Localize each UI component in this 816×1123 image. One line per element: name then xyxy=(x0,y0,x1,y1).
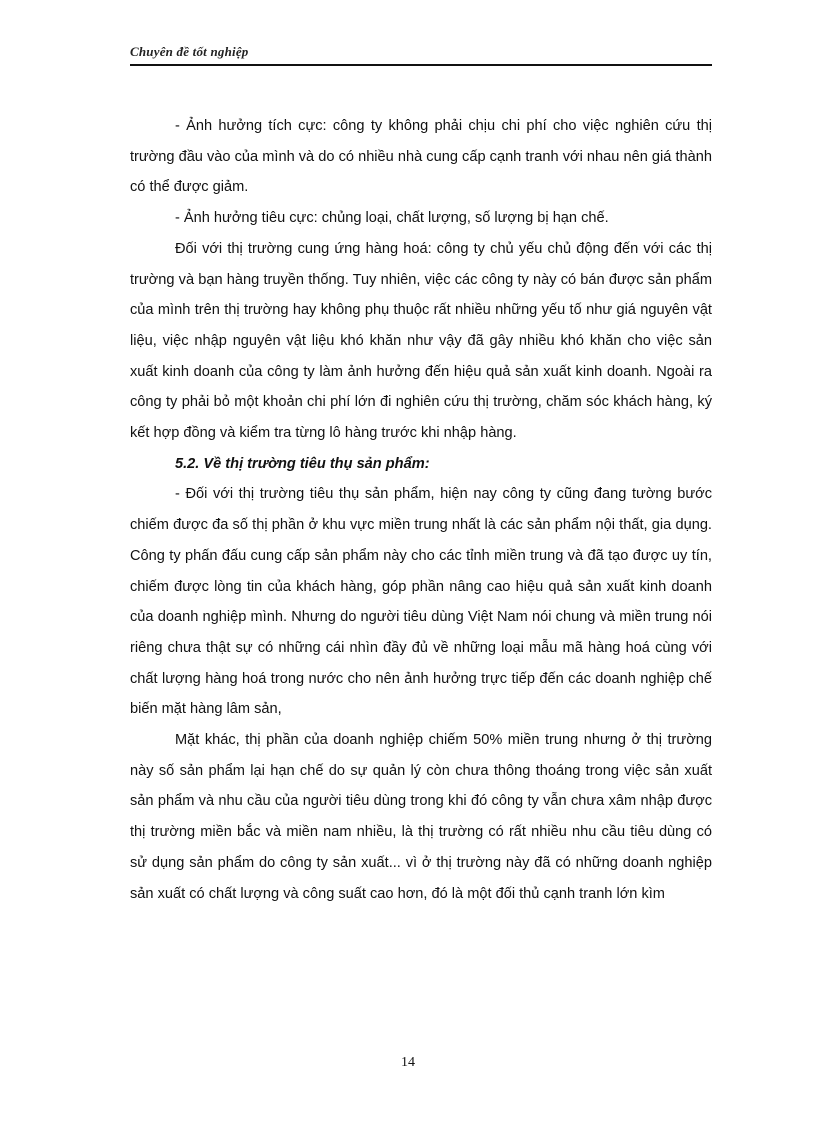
paragraph-negative-impact: - Ảnh hưởng tiêu cực: chủng loại, chất lượng, số lượng bị hạn chế. xyxy=(175,210,609,227)
paragraph-positive-impact: - Ảnh hưởng tích cực: công ty không phải chịu chi phí cho việc nghiên cứu thị trường đầu vào của mình và do có nhiều nhà cung cấp cạnh tranh với nhau nên giá thành có thể được giảm. xyxy=(130,118,712,196)
header-rule xyxy=(130,64,712,66)
page-header xyxy=(130,44,712,66)
paragraph-market-share: Mặt khác, thị phần của doanh nghiệp chiếm 50% miền trung nhưng ở thị trường này số sản phẩm lại hạn chế do sự quản lý còn chưa thông thoáng trong việc sản xuất sản phẩm và nhu cầu của người tiêu dùng trong khi đó công ty vẫn chưa xâm nhập được thị trường miền bắc và miền nam nhiều, là thị trường có rất nhiều nhu cầu tiêu dùng có sử dụng sản phẩm do công ty sản xuất... vì ở thị trường này đã có những doanh nghiệp sản xuất có chất lượng và công suất cao hơn, đó là một đối thủ cạnh tranh lớn kìm xyxy=(130,732,712,902)
paragraph-consumption-market: - Đối với thị trường tiêu thụ sản phẩm, hiện nay công ty cũng đang tường bước chiếm được đa số thị phần ở khu vực miền trung nhất là các sản phẩm nội thất, gia dụng. Công ty phấn đấu cung cấp sản phẩm này cho các tỉnh miền trung và đã tạo được uy tín, chiếm được lòng tin của khách hàng, góp phần nâng cao hiệu quả sản xuất kinh doanh của doanh nghiệp mình. Nhưng do người tiêu dùng Việt Nam nói chung và miền trung nói riêng chưa thật sự có những cái nhìn đầy đủ về những loại mẫu mã hàng hoá cùng với chất lượng hàng hoá trong nước cho nên ảnh hưởng trực tiếp đến các doanh nghiệp chế biến mặt hàng lâm sản, xyxy=(130,486,712,718)
section-heading: 5.2. Về thị trường tiêu thụ sản phẩm: xyxy=(175,455,430,472)
page-number: 14 xyxy=(401,1055,415,1070)
document-body xyxy=(130,111,712,909)
paragraph-supply-market: Đối với thị trường cung ứng hàng hoá: công ty chủ yếu chủ động đến với các thị trường và bạn hàng truyền thống. Tuy nhiên, việc các công ty này có bán được sản phẩm của mình trên thị trường hay không phụ thuộc rất nhiều những yếu tố như giá nguyên vật liệu, việc nhập nguyên vật liệu khó khăn như vậy đã gây nhiều khó khăn cho việc sản xuất kinh doanh của công ty làm ảnh hưởng đến hiệu quả sản xuất kinh doanh. Ngoài ra công ty phải bỏ một khoản chi phí lớn đi nghiên cứu thị trường, chăm sóc khách hàng, ký kết hợp đồng và kiểm tra từng lô hàng trước khi nhập hàng. xyxy=(130,240,712,442)
header-title: Chuyên đề tốt nghiệp xyxy=(130,44,249,59)
